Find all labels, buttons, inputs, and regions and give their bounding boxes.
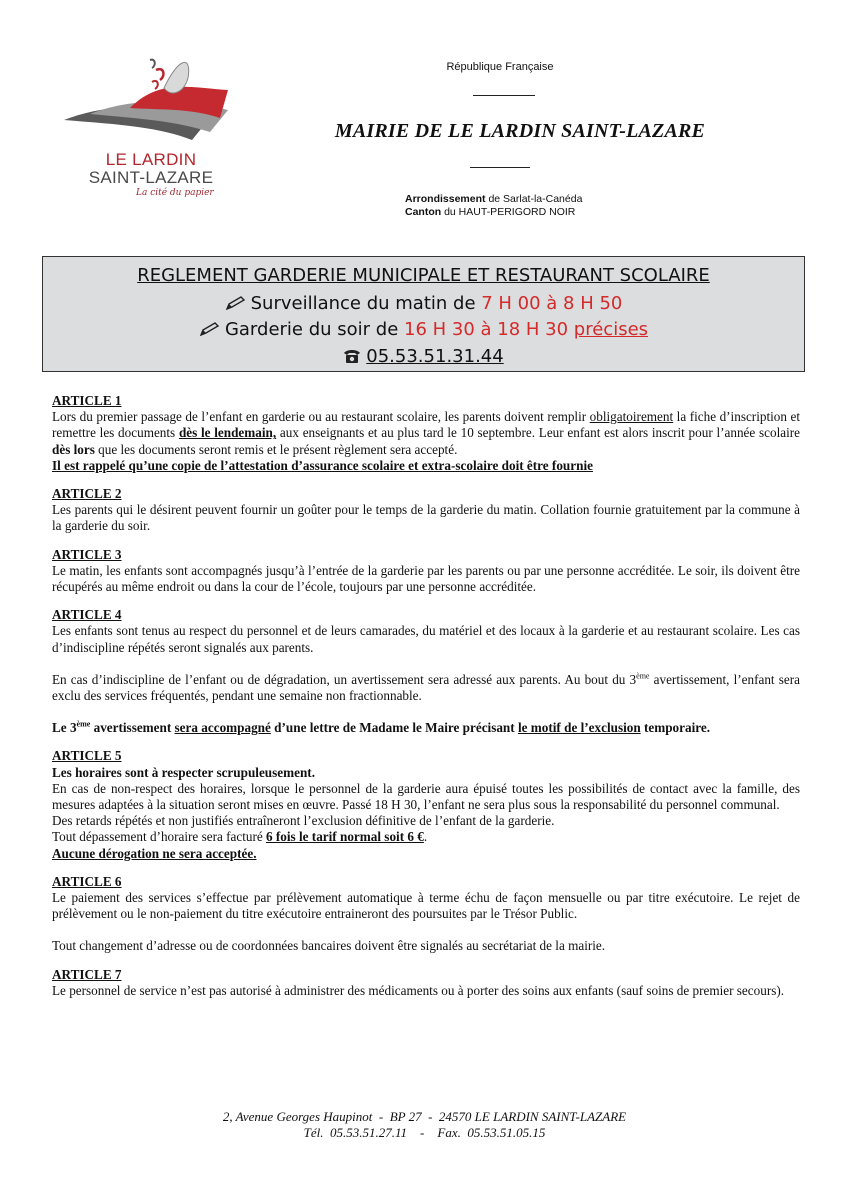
phone-line bbox=[43, 346, 804, 367]
article-2-text: Les parents qui le désirent peuvent fournir un goûter pour le temps de la garderie du matin. Collation fournie gratuitement par la commune à la garderie du soir. bbox=[52, 502, 800, 534]
logo-tagline: La cité du papier bbox=[136, 188, 214, 198]
evening-label: Garderie du soir de bbox=[224, 319, 405, 340]
article-6-address-change: Tout changement d’adresse ou de coordonnées bancaires doivent être signalés au secrétariat de la mairie. bbox=[52, 938, 606, 954]
footer-contact: Tél. 05.53.51.27.11 - Fax. 05.53.51.05.15 bbox=[303, 1125, 546, 1140]
evening-hours: 16 H 30 à 18 H 30 bbox=[404, 319, 574, 340]
article-6-text: Le paiement des services s’effectue par prélèvement automatique à terme échu de façon mensuelle ou par titre exécutoire. Le rejet de prélèvement ou le non-paiement du titre exécutoire entraineront des poursuites par le Trésor Public. bbox=[52, 890, 800, 922]
regulation-banner bbox=[42, 256, 805, 372]
article-7-text: Le personnel de service n’est pas autorisé à administrer des médicaments ou à porter des soins aux enfants (sauf soins de premier secours). bbox=[52, 982, 785, 998]
article-5-no-derogation: Aucune dérogation ne sera acceptée. bbox=[52, 845, 257, 861]
article-5-emphasis-tarif: 6 fois le tarif normal soit 6 € bbox=[266, 829, 424, 845]
morning-label: Surveillance du matin de bbox=[250, 293, 482, 314]
article-4-part: temporaire. bbox=[640, 720, 711, 736]
article-4-part: d’une lettre de Madame le Maire précisant bbox=[270, 720, 518, 736]
article-4-part: avertissement bbox=[90, 720, 175, 736]
article-4-part: En cas d’indiscipline de l’enfant ou de dégradation, un avertissement sera adressé aux parents. Au bout du 3 bbox=[52, 671, 637, 687]
article-1-emphasis-lendemain: dès le lendemain, bbox=[178, 425, 277, 441]
article-4-part: avertissement, l’enfant sera exclu des services fréquentés, pendant une semaine non fractionnable. bbox=[52, 671, 800, 704]
canton-label: Canton bbox=[405, 206, 442, 218]
article-2-title: ARTICLE 2 bbox=[52, 486, 122, 502]
administrative-info bbox=[405, 193, 582, 219]
article-1-text bbox=[52, 409, 800, 458]
article-1-part: la fiche d’inscription et remettre les documents bbox=[52, 409, 800, 441]
article-1-part: Lors du premier passage de l’enfant en garderie ou au restaurant scolaire, les parents doivent remplir bbox=[52, 409, 590, 425]
article-5-repeat-delays: Des retards répétés et non justifiés entraîneront l’exclusion définitive de l’enfant de la garderie. bbox=[52, 813, 555, 829]
article-1-insurance-notice: Il est rappelé qu’une copie de l’attestation d’assurance scolaire et extra-scolaire doit être fournie bbox=[52, 457, 593, 473]
canton-value: du HAUT-PERIGORD NOIR bbox=[441, 206, 576, 218]
article-4-exclusion-text bbox=[52, 720, 800, 736]
logo-name-line2: SAINT-LAZARE bbox=[88, 168, 214, 187]
article-5-part: . bbox=[423, 829, 428, 845]
article-6-title: ARTICLE 6 bbox=[52, 873, 122, 889]
morning-hours-line bbox=[43, 293, 804, 314]
article-4-part: Le 3 bbox=[52, 720, 77, 736]
pencil-icon bbox=[225, 295, 247, 311]
superscript-eme: ème bbox=[76, 719, 91, 729]
arrondissement-label: Arrondissement bbox=[405, 193, 486, 205]
header-divider-top bbox=[473, 95, 535, 96]
evening-hours-line bbox=[43, 319, 804, 340]
article-7-title: ARTICLE 7 bbox=[52, 966, 122, 982]
footer-address: 2, Avenue Georges Haupinot - BP 27 - 24570 LE LARDIN SAINT-LAZARE bbox=[222, 1109, 627, 1124]
article-4-title: ARTICLE 4 bbox=[52, 607, 122, 623]
article-3-title: ARTICLE 3 bbox=[52, 546, 122, 562]
banner-title: REGLEMENT GARDERIE MUNICIPALE ET RESTAURANT SCOLAIRE bbox=[137, 265, 710, 286]
evening-precise: précises bbox=[573, 319, 649, 340]
morning-hours: 7 H 00 à 8 H 50 bbox=[481, 293, 623, 314]
article-4-emphasis-accompagne: sera accompagné bbox=[174, 720, 271, 736]
phone-number: 05.53.51.31.44 bbox=[366, 346, 504, 367]
republic-label: République Française bbox=[446, 61, 554, 73]
article-1-part: que les documents seront remis et le présent règlement sera accepté. bbox=[94, 441, 458, 457]
superscript-eme: ème bbox=[636, 671, 650, 681]
article-1-emphasis-des-lors: dès lors bbox=[52, 441, 95, 457]
municipal-logo bbox=[60, 48, 240, 208]
arrondissement-value: de Sarlat-la-Canéda bbox=[485, 193, 583, 205]
article-4-emphasis-motif: le motif de l’exclusion bbox=[517, 720, 641, 736]
mairie-title: MAIRIE DE LE LARDIN SAINT-LAZARE bbox=[334, 120, 706, 142]
article-5-lead: Les horaires sont à respecter scrupuleusement. bbox=[52, 764, 315, 780]
footer bbox=[0, 1109, 849, 1141]
article-5-text: En cas de non-respect des horaires, lorsque le personnel de la garderie aura épuisé toutes les possibilités de contact avec la famille, des mesures adaptées à la situation seront mises en œuvre. Passé 18 H 30, l’enfant ne sera plus sous la responsabilité du personnel communal. bbox=[52, 780, 800, 813]
article-4-text: Les enfants sont tenus au respect du personnel et de leurs camarades, du matériel et des locaux à la garderie et au restaurant scolaire. Les cas d’indiscipline répétés seront signalés aux parents. bbox=[52, 623, 800, 655]
paper-swirl-icon bbox=[60, 48, 242, 153]
telephone-icon bbox=[343, 348, 361, 364]
article-1-title: ARTICLE 1 bbox=[52, 393, 122, 408]
logo-name-line1: LE LARDIN bbox=[105, 150, 197, 169]
regulation-articles bbox=[52, 393, 800, 999]
article-5-title: ARTICLE 5 bbox=[52, 748, 122, 764]
article-3-text: Le matin, les enfants sont accompagnés jusqu’à l’entrée de la garderie par les parents ou par une personne accréditée. Le soir, ils doivent être récupérés au même endroit ou dans la cour de l’école, toujours par une personne accréditée. bbox=[52, 562, 800, 595]
article-5-part: Tout dépassement d’horaire sera facturé bbox=[52, 829, 267, 845]
article-5-billing bbox=[52, 829, 800, 845]
article-4-warning-text bbox=[52, 672, 800, 704]
article-1-emphasis-obligatoirement: obligatoirement bbox=[589, 409, 674, 425]
header-divider-bottom bbox=[470, 167, 530, 168]
pencil-icon bbox=[199, 321, 221, 337]
article-1-part: aux enseignants et au plus tard le 10 septembre. Leur enfant est alors inscrit pour l’année scolaire bbox=[276, 425, 801, 441]
